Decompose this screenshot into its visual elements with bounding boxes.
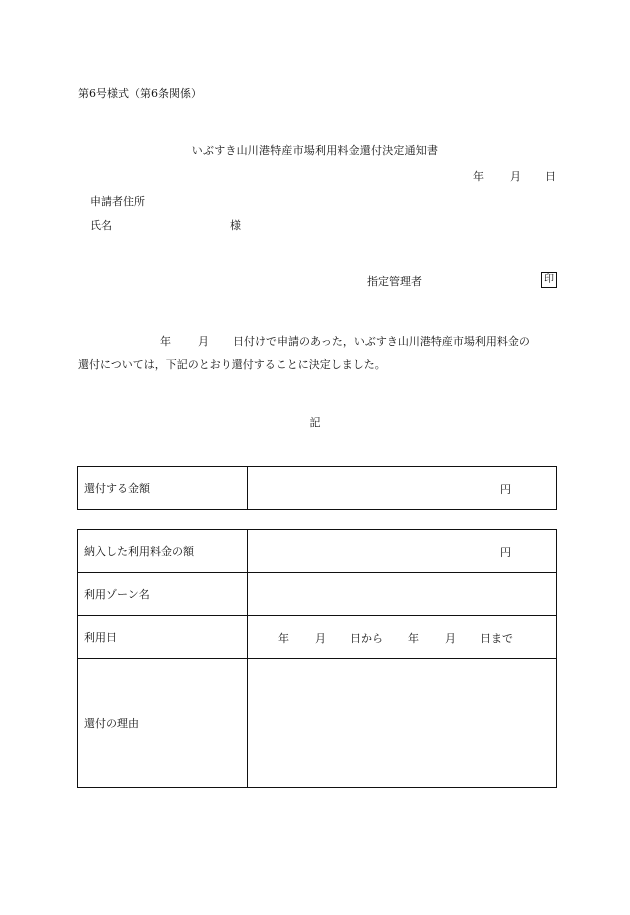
body-text-line2: 還付については，下記のとおり還付することに決定しました。 [78,358,386,371]
body-text-line1: 日付けで申請のあった，いぶすき山川港特産市場利用料金の [233,335,530,348]
applicant-address-label: 申請者住所 [90,195,145,208]
applicant-name-label: 氏名 [90,219,112,232]
refund-amount-unit: 円 [500,483,511,496]
usage-end-year-unit: 年 [408,632,419,645]
usage-end-day-unit: 日まで [480,632,513,645]
refund-details-table [77,529,557,788]
paid-amount-label: 納入した利用料金の額 [78,530,248,573]
usage-date-label: 利用日 [78,616,248,659]
zone-name-label: 利用ゾーン名 [78,573,248,616]
body-month-label: 月 [198,335,209,348]
refund-amount-label: 還付する金額 [78,467,248,510]
ki-heading: 記 [309,416,321,429]
paid-amount-unit: 円 [500,546,511,559]
refund-reason-label: 還付の理由 [78,659,248,788]
designated-manager-label: 指定管理者 [367,275,422,288]
usage-start-year-unit: 年 [278,632,289,645]
usage-date-field[interactable] [248,616,557,659]
usage-start-month-unit: 月 [315,632,326,645]
usage-end-month-unit: 月 [445,632,456,645]
date-day-label: 日 [545,170,556,183]
zone-name-field[interactable] [248,573,557,616]
date-month-label: 月 [510,170,521,183]
refund-reason-field[interactable] [248,659,557,788]
usage-start-day-unit: 日から [350,632,383,645]
page-title: いぶすき山川港特産市場利用料金還付決定通知書 [191,144,439,157]
refund-amount-table [77,466,557,510]
seal-mark: 印 [541,272,557,288]
body-year-label: 年 [160,335,171,348]
form-number: 第6号様式（第6条関係） [78,87,202,100]
refund-amount-field[interactable] [248,467,557,510]
honorific-label: 様 [230,219,241,232]
date-year-label: 年 [473,170,484,183]
paid-amount-field[interactable] [248,530,557,573]
